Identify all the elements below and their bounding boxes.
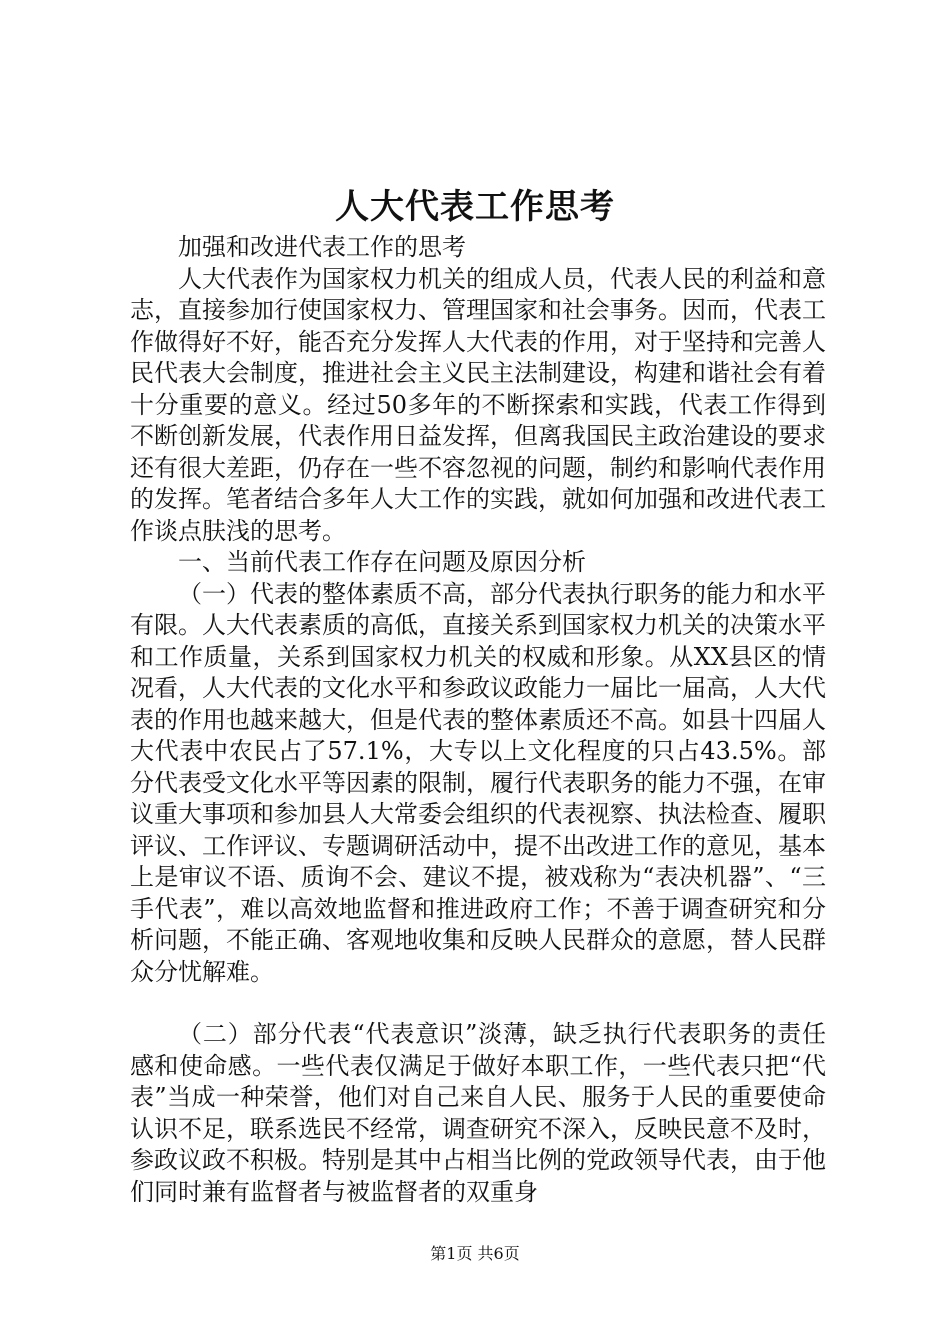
document-body bbox=[130, 232, 826, 1208]
page-footer: 第1页 共6页 bbox=[430, 1244, 520, 1263]
section-1-paragraph: （一）代表的整体素质不高，部分代表执行职务的能力和水平有限。人大代表素质的高低，直接关系到国家权力机关的决策水平和工作质量，关系到国家权力机关的权威和形象。从XX县区的情况看，人大代表的文化水平和参政议政能力一届比一届高，人大代表的作用也越来越大，但是代表的整体素质还不高。如县十四届人大代表中农民占了57.1%，大专以上文化程度的只占43.5%。部分代表受文化水平等因素的限制，履行代表职务的能力不强，在审议重大事项和参加县人大常委会组织的代表视察、执法检查、履职评议、工作评议、专题调研活动中，提不出改进工作的意见，基本上是审议不语、质询不会、建议不提，被戏称为“表决机器”、“三手代表”，难以高效地监督和推进政府工作；不善于调查研究和分析问题，不能正确、客观地收集和反映人民群众的意愿，替人民群众分忧解难。 bbox=[130, 579, 826, 986]
section-heading: 一、当前代表工作存在问题及原因分析 bbox=[178, 548, 586, 576]
document-title: 人大代表工作思考 bbox=[335, 187, 615, 227]
subtitle-paragraph: 加强和改进代表工作的思考 bbox=[178, 233, 466, 261]
intro-paragraph: 人大代表作为国家权力机关的组成人员，代表人民的利益和意志，直接参加行使国家权力、管理国家和社会事务。因而，代表工作做得好不好，能否充分发挥人大代表的作用，对于坚持和完善人民代表大会制度，推进社会主义民主法制建设，构建和谐社会有着十分重要的意义。经过50多年的不断探索和实践，代表工作得到不断创新发展，代表作用日益发挥，但离我国民主政治建设的要求还有很大差距，仍存在一些不容忽视的问题，制约和影响代表作用的发挥。笔者结合多年人大工作的实践，就如何加强和改进代表工作谈点肤浅的思考。 bbox=[130, 264, 826, 545]
section-2-paragraph: （二）部分代表“代表意识”淡薄，缺乏执行代表职务的责任感和使命感。一些代表仅满足于做好本职工作，一些代表只把“代表”当成一种荣誉，他们对自己来自人民、服务于人民的重要使命认识不足，联系选民不经常，调查研究不深入，反映民意不及时，参政议政不积极。特别是其中占相当比例的党政领导代表，由于他们同时兼有监督者与被监督者的双重身 bbox=[130, 1020, 826, 1206]
